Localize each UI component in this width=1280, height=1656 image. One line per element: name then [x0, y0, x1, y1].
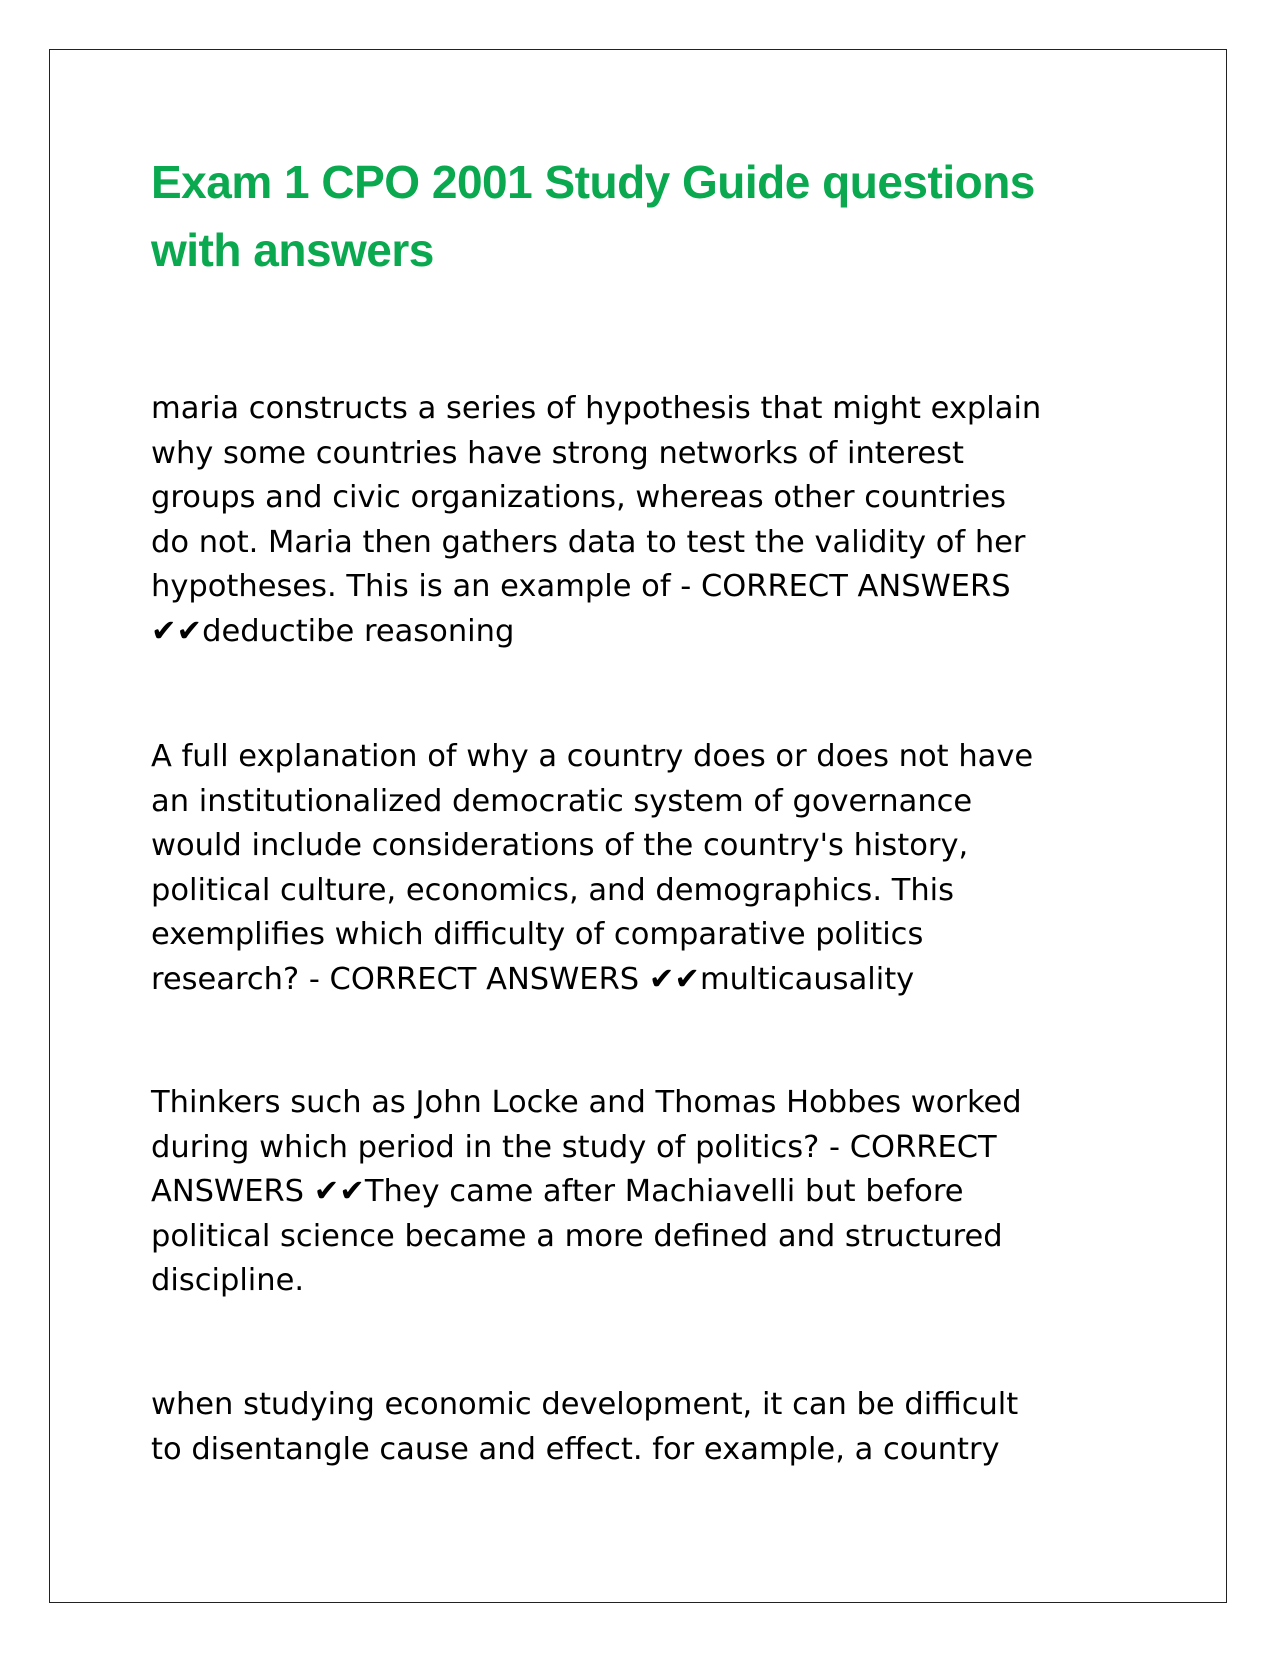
qa-entry-2: A full explanation of why a country does or does not have an institutionalized democratic system of governance would include considerations of the country's history, political culture, economics, and demographics. This exemplifies which difficulty of comparative politics research? - CORRECT ANSWERS ✔✔multicausality — [151, 739, 1034, 997]
qa-entry-4: when studying economic development, it can be difficult to disentangle cause and effect. for example, a country — [151, 1387, 1019, 1467]
qa-entry-1: maria constructs a series of hypothesis that might explain why some countries have strong networks of interest groups and civic organizations, whereas other countries do not. Maria then gathers data to test the validity of her hypotheses. This is an example of - CORRECT ANSWERS ✔✔deductibe reasoning — [151, 391, 1042, 649]
page-title: Exam 1 CPO 2001 Study Guide questions with answers — [151, 156, 1035, 276]
qa-entry-3: Thinkers such as John Locke and Thomas Hobbes worked during which period in the study of politics? - CORRECT ANSWERS ✔✔They came after Machiavelli but before political science became a more defined and structured discipline. — [151, 1085, 1022, 1298]
